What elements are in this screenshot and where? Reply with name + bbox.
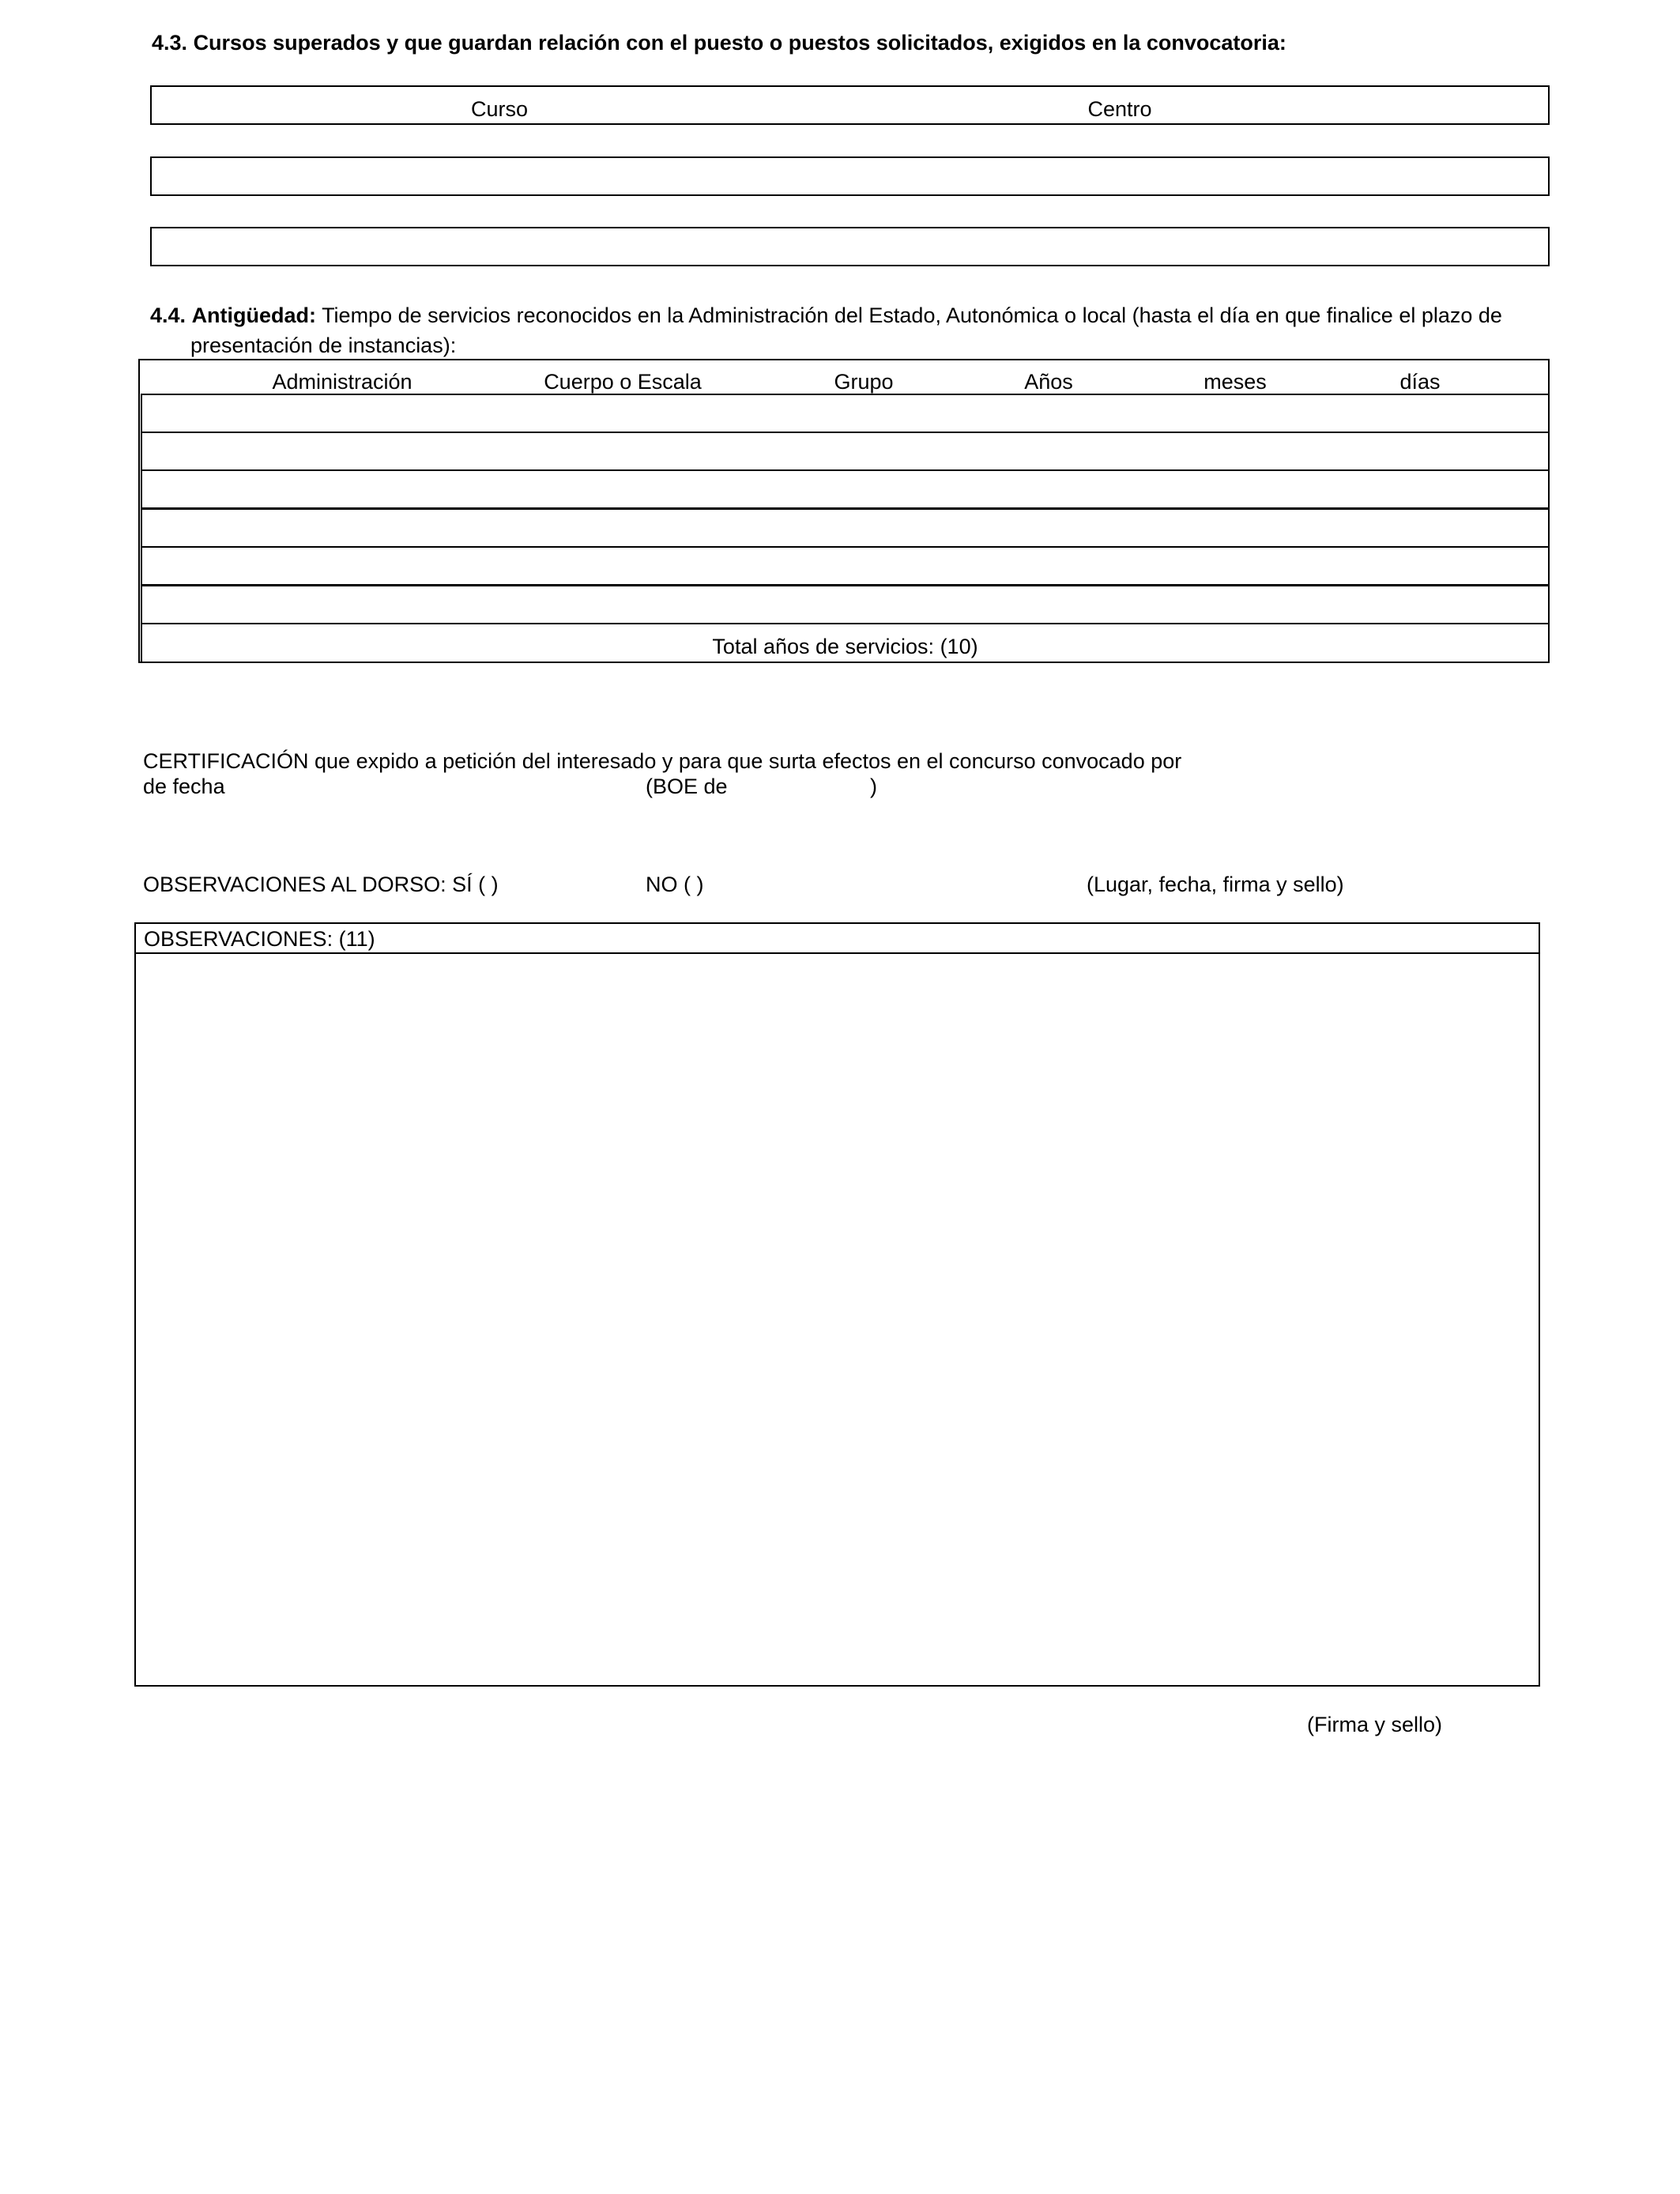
course-row-input[interactable] xyxy=(150,156,1550,196)
seniority-row-input[interactable] xyxy=(141,546,1550,586)
lugar-fecha-firma-sello: (Lugar, fecha, firma y sello) xyxy=(1087,873,1344,896)
seniority-row-input[interactable] xyxy=(141,585,1550,624)
observaciones-dorso-si: OBSERVACIONES AL DORSO: SÍ ( ) xyxy=(143,873,499,896)
course-row-input[interactable] xyxy=(150,227,1550,266)
observaciones-text-area[interactable] xyxy=(136,954,1539,1685)
certification-line1: CERTIFICACIÓN que expido a petición del interesado y para que surta efectos en el concurso convocado por xyxy=(143,749,1182,773)
seniority-row-input[interactable] xyxy=(141,394,1550,433)
firma-y-sello: (Firma y sello) xyxy=(1307,1713,1443,1736)
column-header-cuerpo-escala: Cuerpo o Escala xyxy=(544,370,702,394)
section-4-4-text-line1: Tiempo de servicios reconocidos en la Administración del Estado, Autonómica o local (hasta el día en que finalice el plazo de xyxy=(322,303,1502,327)
section-4-3-heading xyxy=(152,30,1286,55)
observaciones-title: OBSERVACIONES: (11) xyxy=(144,927,375,951)
certification-date-label: de fecha xyxy=(143,775,225,798)
column-header-centro: Centro xyxy=(1087,97,1152,121)
seniority-row-input[interactable] xyxy=(141,469,1550,509)
column-header-anos: Años xyxy=(1024,370,1073,394)
section-4-3-title: Cursos superados y que guardan relación con el puesto o puestos solicitados, exigidos en la convocatoria: xyxy=(193,31,1286,55)
certification-boe-close: ) xyxy=(870,775,877,798)
certification-boe-label: (BOE de xyxy=(646,775,728,798)
observaciones-dorso-no: NO ( ) xyxy=(646,873,704,896)
section-4-4-heading xyxy=(150,303,1502,328)
seniority-total-row xyxy=(141,623,1550,663)
section-4-3-number: 4.3. xyxy=(152,31,188,55)
column-header-meses: meses xyxy=(1203,370,1267,394)
section-4-4-label: Antigüedad: xyxy=(191,303,317,327)
column-header-administracion: Administración xyxy=(272,370,412,394)
seniority-row-input[interactable] xyxy=(141,508,1550,548)
section-4-4-number: 4.4. xyxy=(150,303,186,327)
column-header-dias: días xyxy=(1399,370,1441,394)
column-header-curso: Curso xyxy=(470,97,529,121)
section-4-4-text-line2: presentación de instancias): xyxy=(190,334,457,357)
column-header-grupo: Grupo xyxy=(834,370,894,394)
courses-header-row xyxy=(150,85,1550,125)
seniority-row-input[interactable] xyxy=(141,432,1550,471)
total-years-label: Total años de servicios: (10) xyxy=(712,635,978,658)
